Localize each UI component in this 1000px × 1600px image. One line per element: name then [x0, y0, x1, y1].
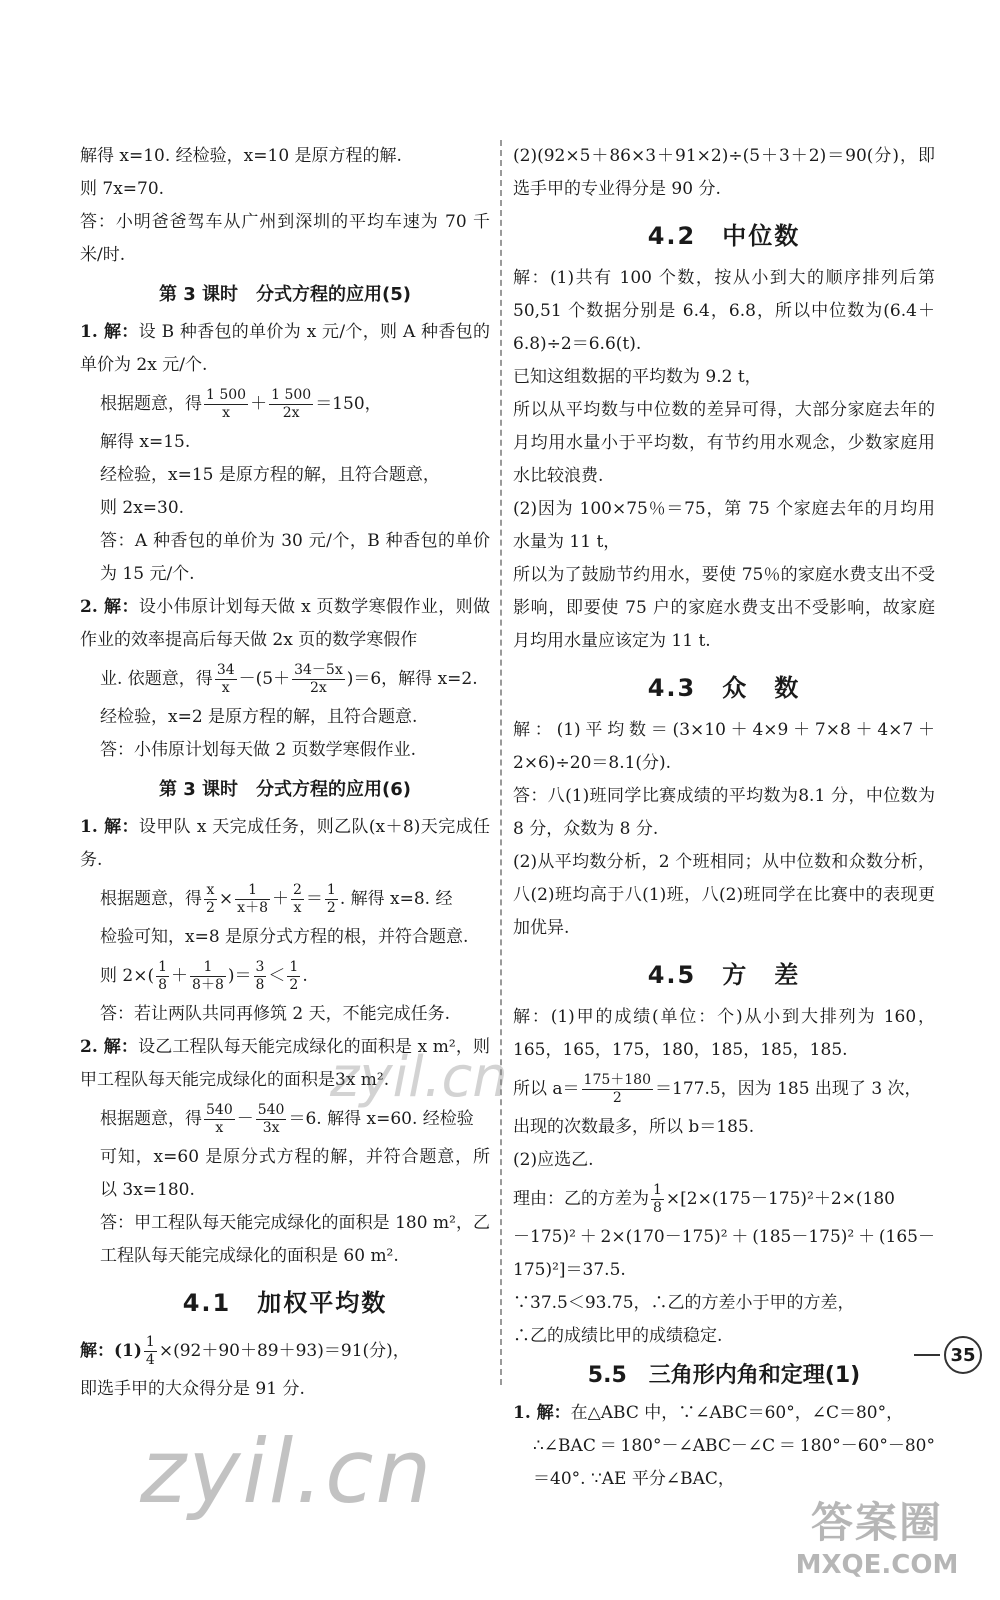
text-line: 则 2x=30. [100, 498, 185, 518]
equation-line: 根据题意，得 $\frac{540}{x}$ － $\frac{540}{3x}$ ＝6. 解得 x=60. 经检验 [100, 1102, 474, 1136]
watermark-logo-text: 答案圈 [810, 1498, 943, 1547]
watermark: zyil.cn [140, 1420, 434, 1523]
text-line: 解：(1)平均数＝(3×10＋4×9＋7×8＋4×7＋2×6)÷20＝8.1(分). [513, 720, 935, 773]
text-line: 答：若让两队共同再修筑 2 天，不能完成任务. [100, 1004, 451, 1024]
watermark-logo [782, 1490, 972, 1580]
text-line: (2)(92×5＋86×3＋91×2)÷(5＋3＋2)＝90(分)，即选手甲的专业得分是 90 分. [513, 146, 935, 199]
equation-line: 则 2×( $\frac{1}{8}$ ＋ $\frac{1}{8+8}$ )＝ $\frac{3}{8}$ ＜ $\frac{1}{2}$ . [100, 959, 308, 993]
equation-line: 业. 依题意，得 $\frac{34}{x}$ －(5＋ $\frac{34-5x}{2x}$ )＝6，解得 x=2. [100, 662, 478, 696]
section-heading: 第 3 课时 分式方程的应用(6) [158, 779, 412, 800]
text-line: 已知这组数据的平均数为 9.2 t， [513, 367, 762, 387]
text-line: ∴乙的成绩比甲的成绩稳定. [513, 1326, 723, 1346]
equation-line: 根据题意，得 $\frac{x}{2}$ × $\frac{1}{x+8}$ ＋ $\frac{2}{x}$ ＝ $\frac{1}{2}$ . 解得 x=8. 经 [100, 882, 453, 916]
text-line: －175)²＋2×(170－175)²＋(185－175)²＋(165－175)²]＝37.5. [513, 1227, 935, 1280]
text-line: 答：A 种香包的单价为 30 元/个，B 种香包的单价为 15 元/个. [100, 531, 490, 584]
page-number-circle: 35 [944, 1336, 982, 1374]
text-line: 解：(1)甲的成绩(单位：个)从小到大排列为 160，165，165，175，180，185，185，185. [513, 1007, 935, 1060]
text-line: 经检验，x=2 是原方程的解，且符合题意. [100, 707, 418, 727]
left-column [80, 140, 490, 1406]
question-number: 1. 解： [80, 322, 139, 342]
section-heading: 4.3 众 数 [647, 674, 801, 702]
page-number [914, 1336, 982, 1374]
text-line: 答：八(1)班同学比赛成绩的平均数为8.1 分，中位数为 8 分，众数为 8 分. [513, 786, 935, 839]
text-line: 可知，x=60 是原分式方程的解，并符合题意，所以 3x=180. [100, 1147, 490, 1200]
text-line: 设 B 种香包的单价为 x 元/个，则 A 种香包的单价为 2x 元/个. [80, 322, 490, 375]
text-line: 检验可知，x=8 是原分式方程的根，并符合题意. [100, 927, 469, 947]
page-number-dash [914, 1354, 940, 1356]
watermark: zyil.cn [330, 1045, 508, 1110]
text-line: 则 7x=70. [80, 179, 165, 199]
equation-line: 理由：乙的方差为 $\frac{1}{8}$ ×[2×(175－175)²＋2×(180 [513, 1182, 895, 1216]
watermark-logo-url: MXQE.COM [795, 1550, 959, 1580]
section-heading: 4.2 中位数 [647, 222, 801, 250]
text-line: 即选手甲的大众得分是 91 分. [80, 1379, 305, 1399]
equation-line: 根据题意，得 $\frac{1 500}{x}$ ＋ $\frac{1 500}{2x}$ ＝150， [100, 387, 382, 421]
text-line: 解：(1)共有 100 个数，按从小到大的顺序排列后第 50,51 个数据分别是 6.4，6.8，所以中位数为(6.4＋6.8)÷2＝6.6(t). [513, 268, 935, 354]
text-line: 所以从平均数与中位数的差异可得，大部分家庭去年的月均用水量小于平均数，有节约用水观念，少数家庭用水比较浪费. [513, 400, 935, 486]
question-number: 1. 解： [80, 817, 139, 837]
section-heading: 5.5 三角形内角和定理(1) [587, 1363, 861, 1388]
text-line: 所以为了鼓励节约用水，要使 75％的家庭水费支出不受影响，即要使 75 户的家庭水费支出不受影响，故家庭月均用水量应该定为 11 t. [513, 565, 935, 651]
text-line: ∵37.5＜93.75，∴乙的方差小于甲的方差， [513, 1293, 855, 1313]
text-line: (2)从平均数分析，2 个班相同；从中位数和众数分析，八(2)班均高于八(1)班，八(2)班同学在比赛中的表现更加优异. [513, 852, 935, 938]
text-line: (2)应选乙. [513, 1150, 594, 1170]
text-line: 答：小伟原计划每天做 2 页数学寒假作业. [100, 740, 417, 760]
question-number: 2. 解： [80, 597, 139, 617]
text-line: 设乙工程队每天能完成绿化的面积是 x m²，则甲工程队每天能完成绿化的面积是3x m². [80, 1037, 490, 1090]
text-line: 答：甲工程队每天能完成绿化的面积是 180 m²，乙工程队每天能完成绿化的面积是 60 m². [100, 1213, 490, 1266]
question-number: 1. 解： [513, 1403, 571, 1423]
text-line: 答：小明爸爸驾车从广州到深圳的平均车速为 70 千米/时. [80, 212, 490, 265]
column-divider [500, 140, 502, 1385]
section-heading: 4.5 方 差 [647, 961, 801, 989]
text-line: (2)因为 100×75％＝75，第 75 个家庭去年的月均用水量为 11 t， [513, 499, 935, 552]
text-line: 解得 x=15. [100, 432, 191, 452]
question-number: 2. 解： [80, 1037, 139, 1057]
text-line: 解得 x=10. 经检验，x=10 是原方程的解. [80, 146, 402, 166]
text-line: 出现的次数最多，所以 b＝185. [513, 1117, 755, 1137]
text-line: 设小伟原计划每天做 x 页数学寒假作业，则做作业的效率提高后每天做 2x 页的数学寒假作 [80, 597, 490, 650]
equation-line: 解：(1) $\frac{1}{4}$ ×(92＋90＋89＋93)＝91(分)， [80, 1334, 410, 1368]
text-line: 在△ABC 中，∵∠ABC＝60°，∠C＝80°， [570, 1403, 904, 1423]
text-line: ∴∠BAC＝180°－∠ABC－∠C＝180°－60°－80°＝40°. ∵AE 平分∠BAC， [533, 1436, 935, 1489]
text-line: 经检验，x=15 是原方程的解，且符合题意， [100, 465, 440, 485]
section-heading: 第 3 课时 分式方程的应用(5) [158, 284, 412, 305]
right-column [513, 140, 935, 1496]
text-line: 设甲队 x 天完成任务，则乙队(x＋8)天完成任务. [80, 817, 490, 870]
equation-line: 所以 a＝ $\frac{175+180}{2}$ ＝177.5，因为 185 出现了 3 次， [513, 1072, 922, 1106]
section-heading: 4.1 加权平均数 [182, 1289, 388, 1317]
